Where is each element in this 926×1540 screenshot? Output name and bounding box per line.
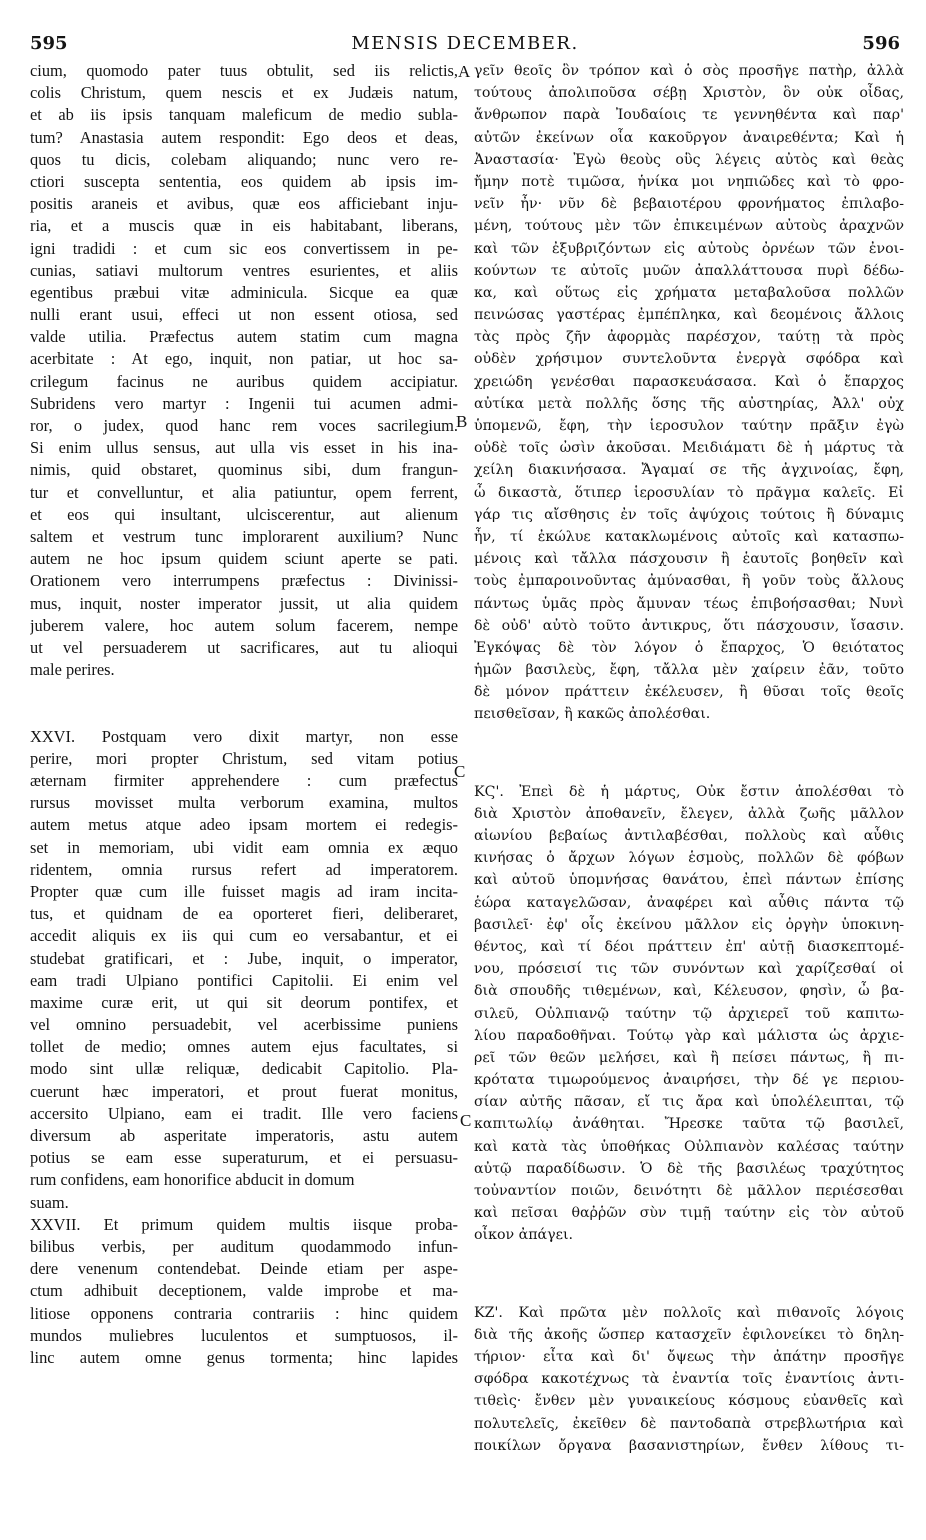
greek-text-line: ἄνθρωπον παρὰ Ἰουδαίοις τε γεννηθέντα καὶ παρ' [474,107,904,124]
greek-text-line: καὶ αὐτοῦ ὑπομνήσας θανάτου, ἐπεὶ πάντων ἐπίσης [474,872,904,889]
latin-text-line: maxime curæ erit, ut qui sit deorum pontifex, et [30,992,458,1012]
latin-text-line: accersito Ulpiano, eam ei tradit. Ille vero faciens [30,1103,458,1123]
greek-text-line: αὐτίκα μετὰ πολλῆς ὅσης τῆς αὐστηρίας, Ἀλλ' οὐχ [474,395,904,412]
greek-text-line: τήριον· εἶτα καὶ δι' ὄψεως τὴν ἀπάτην προσῆγε [474,1348,904,1365]
left-page-number: 595 [30,33,68,54]
latin-text-line: et ab iis ipsis tanquam maleficum de medio subla- [30,105,458,125]
greek-text-line: θέντος, καὶ τί δέοι πράττειν ἐπ' αὐτῇ διασκεπτομέ- [474,938,904,955]
running-title: MENSIS DECEMBER. [351,33,579,54]
greek-text-line: ΚΖ'. Καὶ πρῶτα μὲν πολλοῖς καὶ πιθανοῖς λόγοις [474,1304,904,1321]
latin-text-line: nulli erant usui, effeci ut non essent otiosa, sed [30,305,458,325]
latin-text-line: diversum ab asperitate imperatoris, astu autem [30,1126,458,1145]
latin-text-line: positis araneis et avibus, quæ eos afficiebant inju- [30,194,458,214]
greek-text-line: γεῖν θεοῖς ὃν τρόπον καὶ ὁ σὸς προσῆγε πατὴρ, ἀλλὰ [474,63,904,79]
greek-text-line: κα, καὶ οὕτως εἰς χρήματα μεταβαλοῦσα πολλῶν [474,284,904,301]
margin-marker-c-upper: C [454,762,466,781]
latin-text-line: suam. [30,1192,69,1212]
latin-text-line: studebat gratificari, et : Jube, inquit, o imperator, [30,948,458,968]
latin-text-line: æternam firmiter apprehendere : cum præfectus [30,771,458,790]
latin-text-line: Orationem vero interrumpens præfectus : Divinissi- [30,571,458,591]
greek-text-line: πεινώσας γαστέρας ἐμπέπληκα, καὶ δεομένοις ἄλλοις [474,307,904,324]
margin-marker-b: B [456,412,468,431]
latin-text-line: colis Christum, quem nescis et ex Judæis natum, [30,83,458,103]
latin-text-line: ctum adhibuit deceptionem, valde improbe et ma- [30,1281,458,1301]
greek-text-line: τοὺς ἐμπαροινοῦντας ἀμύνασθαι, ἢ γοῦν τοὺς ἄλλους [474,573,904,590]
latin-text-line: tollet de medio; omnes autem ejus facultates, si [30,1037,458,1057]
latin-text-line: perire, mori propter Christum, sed vitam potius [30,748,458,768]
greek-text-line: οὐδὲ τοῖς ὠσὶν ἀκοῦσαι. Μειδιάματι δὲ ἡ μάρτυς τὰ [474,440,904,457]
latin-text-line: dere venenum contendebat. Deinde etiam per aspe- [30,1259,458,1279]
greek-text-line: οὐδὲν χρήσιμον συντελοῦντα ἐνεργὰ σφόδρα καὶ [474,351,904,368]
greek-text-line: Ἐγκόψας δὲ τὸν λόγον ὁ ἔπαρχος, Ὁ θειότατος [474,639,904,656]
latin-text-line: bilibus verbis, per auditum quodammodo infun- [30,1236,458,1256]
margin-marker-c-lower: C [460,1111,472,1130]
latin-column [30,60,458,1369]
latin-text-line: vel omnino persuadebit, vel acerbissime puniens [30,1015,458,1035]
greek-text-line: ποικίλων ὄργανα βασανιστηρίων, ἔνθεν λίθους τι- [474,1437,904,1454]
latin-text-line: autem ne hoc ipsum quidem sciunt aperte se pati. [30,549,458,569]
greek-text-line: πεισθεῖσαν, ἢ κακῶς ἀπολέσθαι. [474,706,711,723]
greek-text-line: καὶ κατὰ τὰς ὑποθήκας Οὐλπιανὸν καλέσας ταύτην [474,1138,904,1155]
greek-text-line: σιλεῦ, Οὐλπιανῷ ταύτην τῷ ἀρχιερεῖ τοῦ καπιτω- [474,1005,904,1022]
greek-text-line: διὰ Χριστὸν ἀποθανεῖν, ἔλεγεν, ἀλλὰ ζωῆς μᾶλλον [474,805,904,822]
latin-text-line: mundos muliebres luculentos et sumptuosos, il- [30,1325,458,1345]
latin-text-line: tus, et quidnam de ea oporteret fieri, deliberaret, [30,904,458,924]
greek-text-line: νεῖν ἦν· νῦν δὲ βεβαιοτέρου φρονήματος ἐπιλαβο- [474,196,904,213]
greek-text-line: κούντων τε αὐτοῖς μυῶν ἀπαλλάττουσα πυρὶ δέδω- [474,262,904,279]
greek-text-line: διὰ τῆς ἀκοῆς ὥσπερ κατασχεῖν ἐφιλονείκει τὸ δηλη- [474,1326,904,1343]
greek-text-line: καπιτωλίῳ ἀνάθηται. Ἤρεσκε ταῦτα τῷ βασιλεῖ, [474,1116,904,1133]
greek-text-line: κρότατα τιμωρούμενος ἀναιρήσει, τὴν δέ γε περιου- [474,1072,904,1089]
greek-text-line: οἶκον ἀπάγει. [474,1227,574,1244]
latin-text-line: ror, o judex, quod hanc rem voces sacrilegium. [30,416,458,435]
greek-text-line: χρειώδη γενέσθαι παρασκευάσασα. Καὶ ὁ ἔπαρχος [474,373,904,390]
latin-text-line: nimis, quid obstaret, quominus sibi, dum frangun- [30,460,458,480]
greek-text-line: κινήσας ὁ ἄρχων λόγων ἑσμοὺς, πολλῶν δὲ φόβων [474,850,904,867]
latin-text-line: male perires. [30,660,115,680]
latin-text-line: crilegum facinus ne auribus quidem accipiatur. [30,371,458,391]
greek-text-line: αἰωνίου βεβαίως ἀντιλαβέσθαι, πολλοὺς καὶ αὖθις [474,828,904,844]
greek-text-line: μένη, τούτους μὲν τῶν ἐπικειμένων αὐτοὺς ἀραχνῶν [474,218,904,235]
latin-text-line: ria, et a muscis quæ in eis habitabant, liberans, [30,216,458,236]
latin-text-line: potius se eam esse superaturum, et ei persuasu- [30,1148,458,1168]
greek-text-line: ἡμῶν βασιλεὺς, ἔφη, τἄλλα μὲν χαίρειν ἐᾶν, τοῦτο [474,662,904,679]
latin-text-line: XXVI. Postquam vero dixit martyr, non esse [30,726,458,746]
greek-text-line: βασιλεῖ· ἐφ' οἷς ἐκείνου μᾶλλον εἰς ὀργὴν ὑποκινη- [474,916,904,933]
latin-text-line: rursus movisset multa verborum examina, multos [30,793,458,813]
greek-text-line: ἤμην ποτὲ τιμῶσα, ἡνίκα μοι νηπιῶδες καὶ τὸ φρο- [474,173,904,190]
latin-blank-line [30,681,458,703]
latin-text-line: juberem valere, hoc autem solum facerem, nempe [30,615,458,635]
greek-text-line: μένοις καὶ τἄλλα πάσχουσιν ἢ ἑαυτοῖς βοηθεῖν καὶ [474,551,904,568]
greek-text-line: χείλη διακινήσασα. Ἄγαμαί σε τῆς ἀγχινοίας, ἔφη, [474,462,904,479]
latin-text-line: cunias, satiavi multorum ventres esurientes, et aliis [30,260,458,280]
latin-text-line: tum? Anastasia autem respondit: Ego deos et deas, [30,127,458,147]
greek-text-line: δὲ μόνον πράττειν ἐκέλευσεν, ἢ θῦσαι τοῖς θεοῖς [474,684,904,701]
margin-marker-a: A [458,62,471,81]
greek-column [474,60,904,1457]
latin-text-line: valde utilia. Præfectus autem statim cum magna [30,327,458,347]
greek-text-line: τοὐναντίον ποιῶν, δεινότητι δὲ μᾶλλον περιέσεσθαι [474,1183,904,1199]
greek-section-gap [474,1247,904,1302]
latin-text-line: quos tu dicis, colebam aliquando; nunc vero re- [30,149,458,169]
latin-text-line: modo sint ullæ reliquæ, dedicabit Capitolio. Pla- [30,1059,458,1079]
greek-text-line: πολυτελεῖς, ἐκεῖθεν δὲ παντοδαπὰ στρεβλωτήρια καὶ [474,1415,904,1432]
greek-text-line: σίαν αὐτῆς πᾶσαν, εἴ τις ἄρα καὶ ὑπολέλειπται, τῷ [474,1094,904,1111]
latin-text-line: cium, quomodo pater tuus obtulit, sed iis relictis, [30,61,458,80]
latin-text-line: autem metus atque adeo ipsam mortem ei redegis- [30,815,458,835]
latin-text-line: Subridens vero martyr : Ingenii tui acumen admi- [30,393,458,413]
greek-text-line: διὰ σπουδῆς τιθεμένων, καὶ, Κέλευσον, φησὶν, ὦ βα- [474,983,904,1000]
latin-blank-line [30,703,458,725]
latin-text-line: XXVII. Et primum quidem multis iisque proba- [30,1214,458,1234]
latin-text-line: egentibus præbui vitæ adminicula. Sicque ea quæ [30,282,458,302]
latin-text-line: ridentem, omnia rursus refert ad imperatorem. [30,859,458,879]
latin-text-line: tur et convelluntur, et alia patiuntur, opem ferrent, [30,482,458,502]
latin-text-line: et eos qui insultant, ulciscerentur, aut alienum [30,504,458,524]
greek-text-line: λίου παραδοθῆναι. Τούτῳ γὰρ καὶ μάλιστα ὡς ἀρχιε- [474,1027,904,1044]
latin-text-line: rum confidens, eam honorifice abducit in domum [30,1170,355,1190]
greek-text-line: ὦ δικαστὰ, ὅτιπερ ἱεροσυλίαν τὸ πρᾶγμα καλεῖς. Εἰ [474,484,904,501]
greek-text-line: καὶ τῶν ἐξυβριζόντων εἰς αὐτοὺς ὀρνέων τῶν ἐνοι- [474,240,904,257]
greek-text-line: ἑώρα καταγελῶσαν, ἀναφέρει καὶ αὖθις πάντα τῷ [474,894,904,911]
greek-text-line: ὑπομενῶ, ἔφη, τὴν ἱεροσυλον ταύτην πρᾶξιν ἐγὼ [474,418,904,434]
latin-text-line: linc autem omne genus tormenta; hinc lapides [30,1347,458,1367]
right-page-number: 596 [862,33,900,54]
greek-text-line: ἦν, τί ἐκώλυε κατακλωμένοις αὐτοῖς καὶ κατασπω- [474,528,904,545]
latin-text-line: accedit aliquis ex iis qui cum eo versabantur, et ei [30,926,458,946]
greek-text-line: τιθεὶς· ἔνθεν μὲν γυναικείους κόσμους εὐανθεῖς καὶ [474,1393,904,1410]
greek-text-line: νου, πρόσεισί τις τῶν συνόντων καὶ χαρίζεσθαί οἱ [474,961,904,978]
greek-text-line: τούτους ἀπολιποῦσα σέβῃ Χριστὸν, ὃν οὐκ οἶδας, [474,85,904,102]
greek-text-line: σφόδρα κακοτέχνως τὰ ἐναντία τοῖς ἐναντίοις ἀντι- [474,1371,904,1388]
latin-text-line: acerbitate : At ego, inquit, non patiar, ut hoc sa- [30,349,458,369]
greek-text-line: δὲ οὐδ' αὐτὸ τοῦτο ἀντικρυς, ὅτι πάσχουσιν, ἴσασιν. [474,617,904,634]
greek-text-line: Ἀναστασία· Ἐγὼ θεοὺς οὓς λέγεις αὐτὸς καὶ θεὰς [474,151,904,168]
latin-text-line: ut vel persuaderem ut sacrificares, aut tu alioqui [30,637,458,657]
greek-text-line: ρεῖ τῶν θεῶν μελήσει, καὶ ἢ πείσει πάντως, ἢ πι- [474,1049,904,1066]
page-header [30,33,900,57]
greek-text-line: πάντως ὑμᾶς πρὸς ἄμυναν τέως ἐπιβοήσασθαι; Νυνὶ [474,595,904,612]
greek-text-line: αὐτῶν ἐκείνων οἷα κακοῦργον ἀναιρεθέντα; Καὶ ἡ [474,129,904,146]
greek-text-line: ΚϚ'. Ἐπεὶ δὲ ἡ μάρτυς, Οὐκ ἔστιν ἀπολέσθαι τὸ [474,783,904,800]
latin-text-line: igni tradidi : et cum sic eos convertissem in pe- [30,238,458,258]
greek-text-line: γάρ τις αἴσθησις ἐν τοῖς ἀψύχοις τούτοις ἢ δύναμις [474,506,904,523]
latin-text-line: saltem et vestrum tunc implorarent auxilium? Nunc [30,526,458,546]
latin-text-line: cuerunt hæc imperatori, et prout fuerat monitus, [30,1081,458,1101]
greek-text-line: τὰς πρὸς ζῆν ἀφορμὰς παρέσχον, ταύτῃ τὰ πρὸς [474,329,904,346]
latin-text-line: ctiori suscepta sententia, eos quidem ab ipsis im- [30,171,458,191]
greek-text-line: αὐτῷ παραδίδωσιν. Ὁ δὲ τῆς βασιλέως τραχύτητος [474,1160,904,1177]
latin-text-line: Propter quæ cum ille fuisset magis ad iram incita- [30,881,458,901]
greek-text-line: καὶ πεῖσαι θαῤῥῶν σὺν τιμῇ ταύτην εἰς τὸν αὐτοῦ [474,1205,904,1222]
latin-text-line: mus, inquit, noster imperator jussit, ut alia quidem [30,593,458,613]
greek-section-gap [474,726,904,781]
latin-text-line: Si enim ullus sensus, aut ulla vis esset in his ina- [30,438,458,458]
latin-text-line: set in memoriam, ubi vidit eam omnia ex æquo [30,837,458,857]
latin-text-line: litiose opponens contraria contrariis : hinc quidem [30,1303,458,1323]
latin-text-line: eam tradi Ulpiano pontifici Capitolii. Ei enim vel [30,970,458,990]
